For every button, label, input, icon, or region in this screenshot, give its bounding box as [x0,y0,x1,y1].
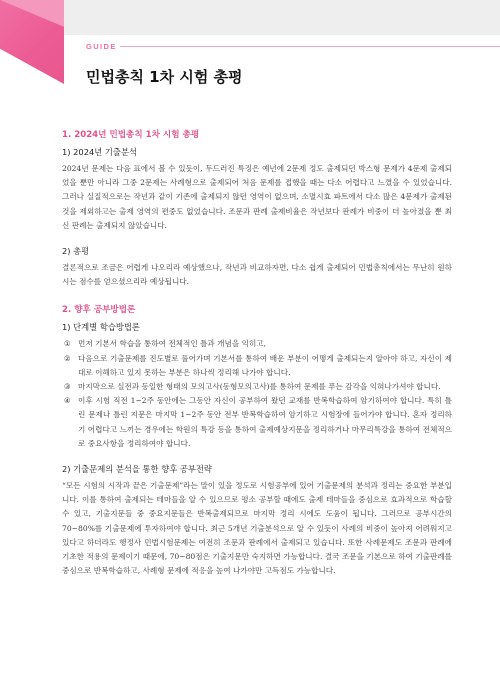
list-item [62,394,452,451]
list-item-number: ③ [64,382,71,392]
section-heading-review: 1. 2024년 민법총칙 1차 시험 총평 [62,130,200,140]
list-item [62,337,452,351]
list-item-number: ④ [64,396,71,406]
list-item [62,380,452,394]
strategy-paragraph: “모든 시험의 시작과 끝은 기출문제”라는 말이 있을 정도로 시험공부에 있어 기출문제의 분석과 정리는 중요한 부분입니다. 이를 통하여 출제되는 테마들을 알 수 있으므로 평소 공부할 때에도 출제 테마들을 중심으로 효과적으로 학습할 수 있고, 기출지문들 중 중요지문들은 반복출제되므로 마지막 정리 시에도 도움이 됩니다. 그러므로 공부시간의 70~80%를 기출문제에 투자하여야 합니다. 최근 5개년 기출분석으로 알 수 있듯이 사례의 비중이 높아져 어려워지고 있다고 하더라도 행정사 민법시험문제는 여전히 조문과 판례에서 출제되고 있습니다. 또한 사례문제도 조문과 판례에 기초한 적용의 문제이기 때문에, 70~80점은 기출지문만 숙지하면 가능합니다. 결국 조문을 기본으로 하여 기출판례를 중심으로 반복학습하고, 사례형 문제에 적응을 높여 나가야만 고득점도 가능합니다. [62,481,452,576]
subsection-heading-summary: 2) 총평 [62,246,90,257]
list-item-text: 먼저 기본서 학습을 통하여 전체적인 틀과 개념을 익히고, [78,339,267,349]
step-list [62,337,452,451]
section-heading-study-method: 2. 향후 공부방법론 [62,305,136,316]
subsection-heading-stepwise: 1) 단계별 학습방법론 [62,322,140,333]
subsection-heading-analysis: 1) 2024년 기출분석 [62,147,137,157]
list-item [62,352,452,380]
top-band [0,0,500,35]
page-content [62,128,452,578]
guide-divider [120,46,500,47]
page-title: 민법총칙 1차 시험 총평 [86,68,243,86]
list-item-text: 마지막으로 실전과 동일한 형태의 모의고사(동형모의고사)를 통하여 문제를 푸는 감각을 익혀나가셔야 합니다. [78,382,441,392]
list-item-number: ① [64,339,71,349]
subsection-heading-strategy: 2) 기출문제의 분석을 통한 향후 공부전략 [62,464,212,475]
list-item-text: 이후 시험 직전 1~2주 동안에는 그동안 자신이 공부하여 왔던 교재를 반복학습하여 암기하여야 합니다. 특히 틀린 문제나 틀린 지문은 마지막 1~2주 동안 전부 반복학습하여 암기하고 시험장에 들어가야 합니다. 혼자 정리하기 어렵다고 느끼는 경우에는 학원의 특강 등을 통하여 출제예상지문을 정리하거나 마무리특강을 통하여 전체적으로 중요사항을 정리하여야 합니다. [78,396,452,448]
guide-label: GUIDE [86,42,117,51]
analysis-paragraph: 2024년 문제는 다음 표에서 볼 수 있듯이, 두드러진 특징은 예년에 2문제 정도 출제되던 박스형 문제가 4문제 출제되었을 뿐만 아니라 그중 2문제는 사례형으로 출제되어 처음 문제를 접했을 때는 다소 어렵다고 느꼈을 수 있었습니다. 그러나 실질적으로는 작년과 같이 기존에 출제되지 않던 영역이 없으며, 소멸시효 파트에서 다소 많은 4문제가 출제된 것을 제외하고는 출제 영역의 편중도 없었습니다. 조문과 판례 출제비율은 작년보다 판례가 비중이 더 높아졌을 뿐 최신 판례는 출제되지 않았습니다. [62,164,452,230]
list-item-number: ② [64,353,71,363]
summary-paragraph: 결론적으로 조금은 어렵게 나오리라 예상했으나, 작년과 비교하자면, 다소 쉽게 출제되어 민법총칙에서는 무난히 원하시는 점수를 얻으셨으리라 예상됩니다. [62,263,452,287]
list-item-text: 다음으로 기출문제를 진도별로 풀어가며 기본서를 통하여 배운 부분이 어떻게 출제되는지 알아야 하고, 자신이 제대로 이해하고 있지 못하는 부분은 하나씩 정리해 나가야 합니다. [78,353,452,377]
